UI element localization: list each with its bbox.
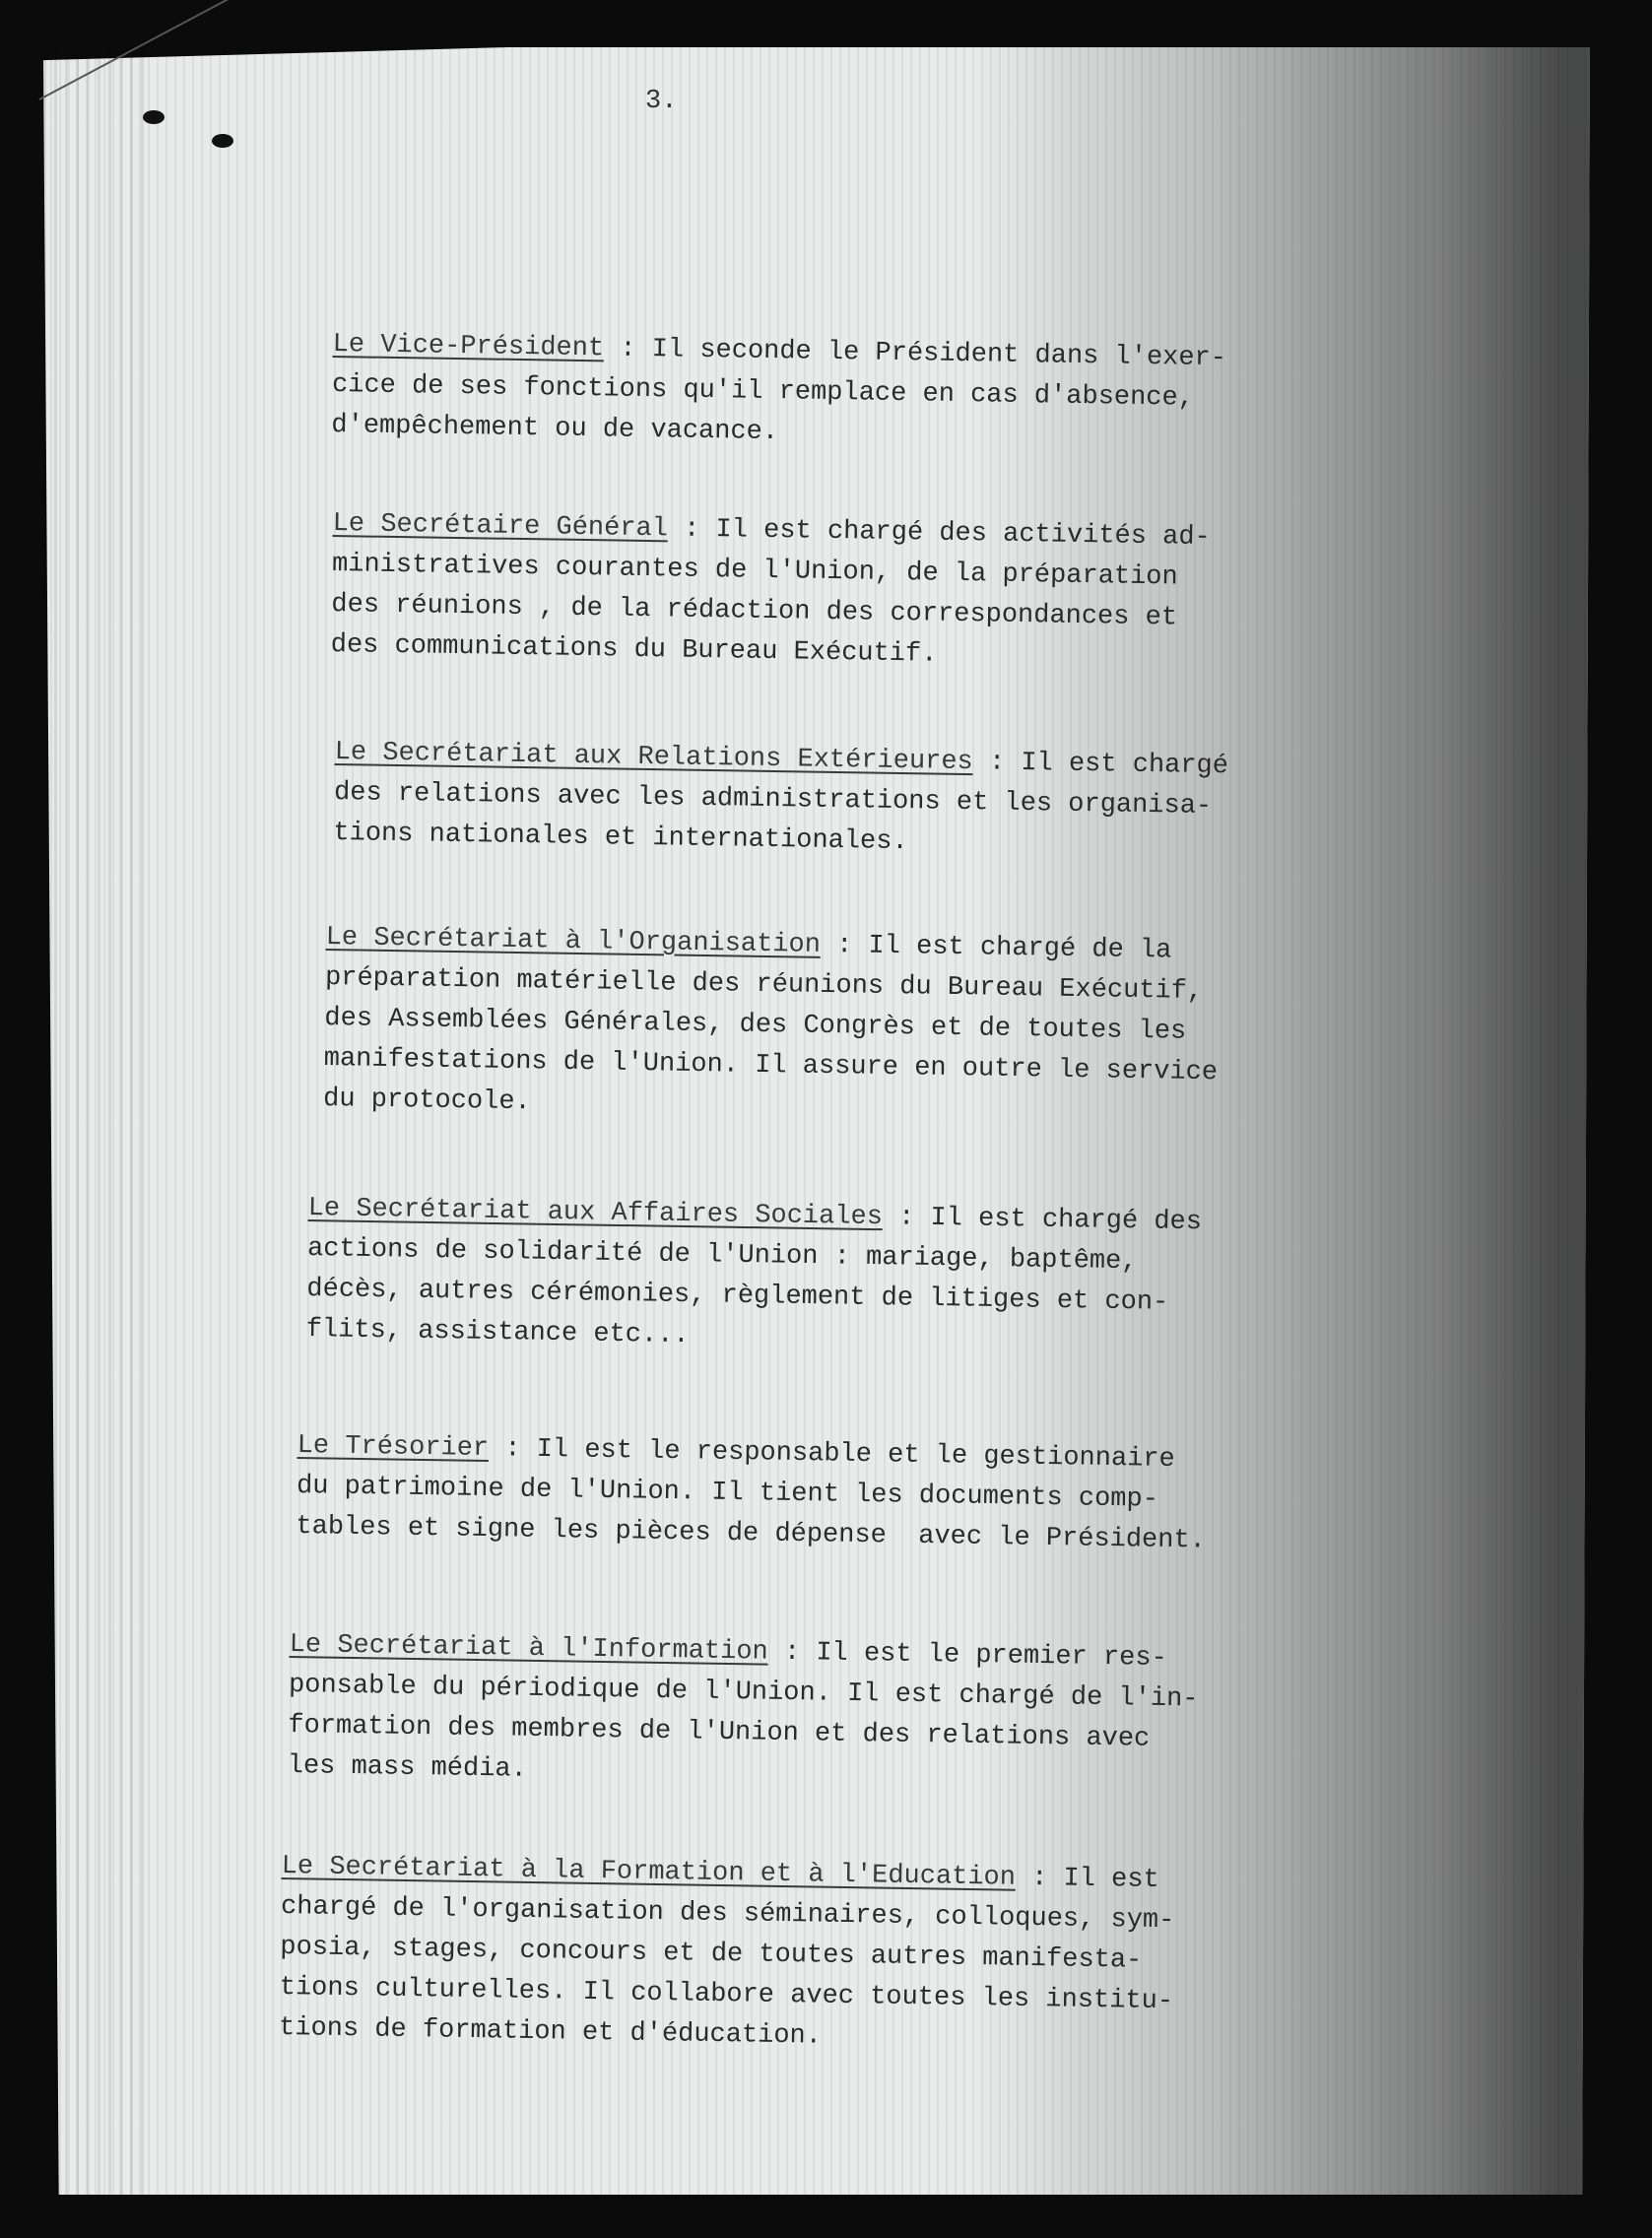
role-paragraph bbox=[333, 733, 1228, 868]
role-heading: Le Trésorier bbox=[297, 1430, 490, 1465]
role-paragraph bbox=[305, 1189, 1202, 1364]
paragraph-line: les mass média. bbox=[287, 1750, 528, 1785]
paragraph-line: des Assemblées Générales, des Congrès et de toutes les bbox=[324, 1003, 1187, 1047]
paragraph-line: formation des membres de l'Union et des relations avec bbox=[288, 1710, 1151, 1754]
paragraph-line: préparation matérielle des réunions du Bureau Exécutif, bbox=[324, 962, 1204, 1007]
paragraph-line: ponsable du périodique de l'Union. Il est chargé de l'in- bbox=[288, 1670, 1199, 1715]
paragraph-line: tions culturelles. Il collabore avec toutes les institu- bbox=[279, 1972, 1174, 2017]
paragraph-line: manifestations de l'Union. Il assure en outre le service bbox=[323, 1043, 1219, 1088]
staple-hole bbox=[212, 134, 233, 148]
staple-hole bbox=[143, 110, 165, 124]
line-text: : Il seconde le Président dans l'exer- bbox=[603, 334, 1227, 374]
paragraph-line: posia, stages, concours et de toutes autres manifesta- bbox=[280, 1932, 1143, 1976]
line-text: : Il est bbox=[1015, 1863, 1159, 1895]
scan-shading bbox=[43, 47, 152, 2195]
paragraph-line: chargé de l'organisation des séminaires, colloques, sym- bbox=[280, 1891, 1175, 1937]
line-text: : Il est chargé de la bbox=[820, 930, 1172, 966]
paragraph-line: tions nationales et internationales. bbox=[333, 818, 908, 858]
paragraph-line: cice de ses fonctions qu'il remplace en cas d'absence, bbox=[331, 369, 1195, 414]
role-heading: Le Vice-Président bbox=[332, 329, 605, 364]
line-text: : Il est le premier res- bbox=[767, 1637, 1167, 1674]
paragraph-line: tions de formation et d'éducation. bbox=[278, 2012, 823, 2052]
role-paragraph bbox=[287, 1625, 1199, 1801]
role-paragraph bbox=[330, 504, 1211, 680]
role-heading: Le Secrétariat aux Affaires Sociales bbox=[307, 1193, 884, 1233]
paragraph-line: tables et signe les pièces de dépense avec le Président. bbox=[296, 1511, 1207, 1556]
role-heading: Le Secrétariat à la Formation et à l'Education bbox=[281, 1851, 1017, 1893]
page-number: 3. bbox=[645, 87, 678, 116]
paragraph-line: flits, assistance etc... bbox=[305, 1314, 690, 1351]
paragraph-line: actions de solidarité de l'Union : mariage, baptême, bbox=[306, 1233, 1138, 1278]
line-text: : Il est chargé des activités ad- bbox=[667, 514, 1211, 553]
role-heading: Le Secrétariat aux Relations Extérieures bbox=[334, 737, 973, 778]
paragraph-line: des relations avec les administrations et les organisa- bbox=[333, 777, 1213, 822]
paragraph-line: du patrimoine de l'Union. Il tient les documents comp- bbox=[296, 1471, 1159, 1515]
paragraph-line: décès, autres cérémonies, règlement de litiges et con- bbox=[306, 1274, 1169, 1318]
role-paragraph bbox=[331, 325, 1226, 460]
line-text: : Il est le responsable et le gestionnaire bbox=[488, 1434, 1175, 1475]
paragraph-line: d'empêchement ou de vacance. bbox=[331, 410, 779, 448]
paragraph-line: ministratives courantes de l'Union, de la préparation bbox=[331, 549, 1178, 593]
role-paragraph bbox=[279, 1847, 1175, 2063]
role-heading: Le Secrétariat à l'Information bbox=[289, 1629, 768, 1668]
role-heading: Le Secrétariat à l'Organisation bbox=[325, 922, 822, 960]
role-paragraph bbox=[296, 1426, 1207, 1561]
paragraph-line: des réunions , de la rédaction des correspondances et bbox=[331, 589, 1178, 633]
line-text: : Il est chargé des bbox=[882, 1203, 1203, 1238]
line-text: : Il est chargé bbox=[972, 748, 1229, 782]
paragraph-line: du protocole. bbox=[322, 1084, 531, 1118]
paragraph-line: des communications du Bureau Exécutif. bbox=[330, 629, 938, 670]
role-paragraph bbox=[323, 918, 1220, 1134]
role-heading: Le Secrétaire Général bbox=[332, 508, 669, 545]
